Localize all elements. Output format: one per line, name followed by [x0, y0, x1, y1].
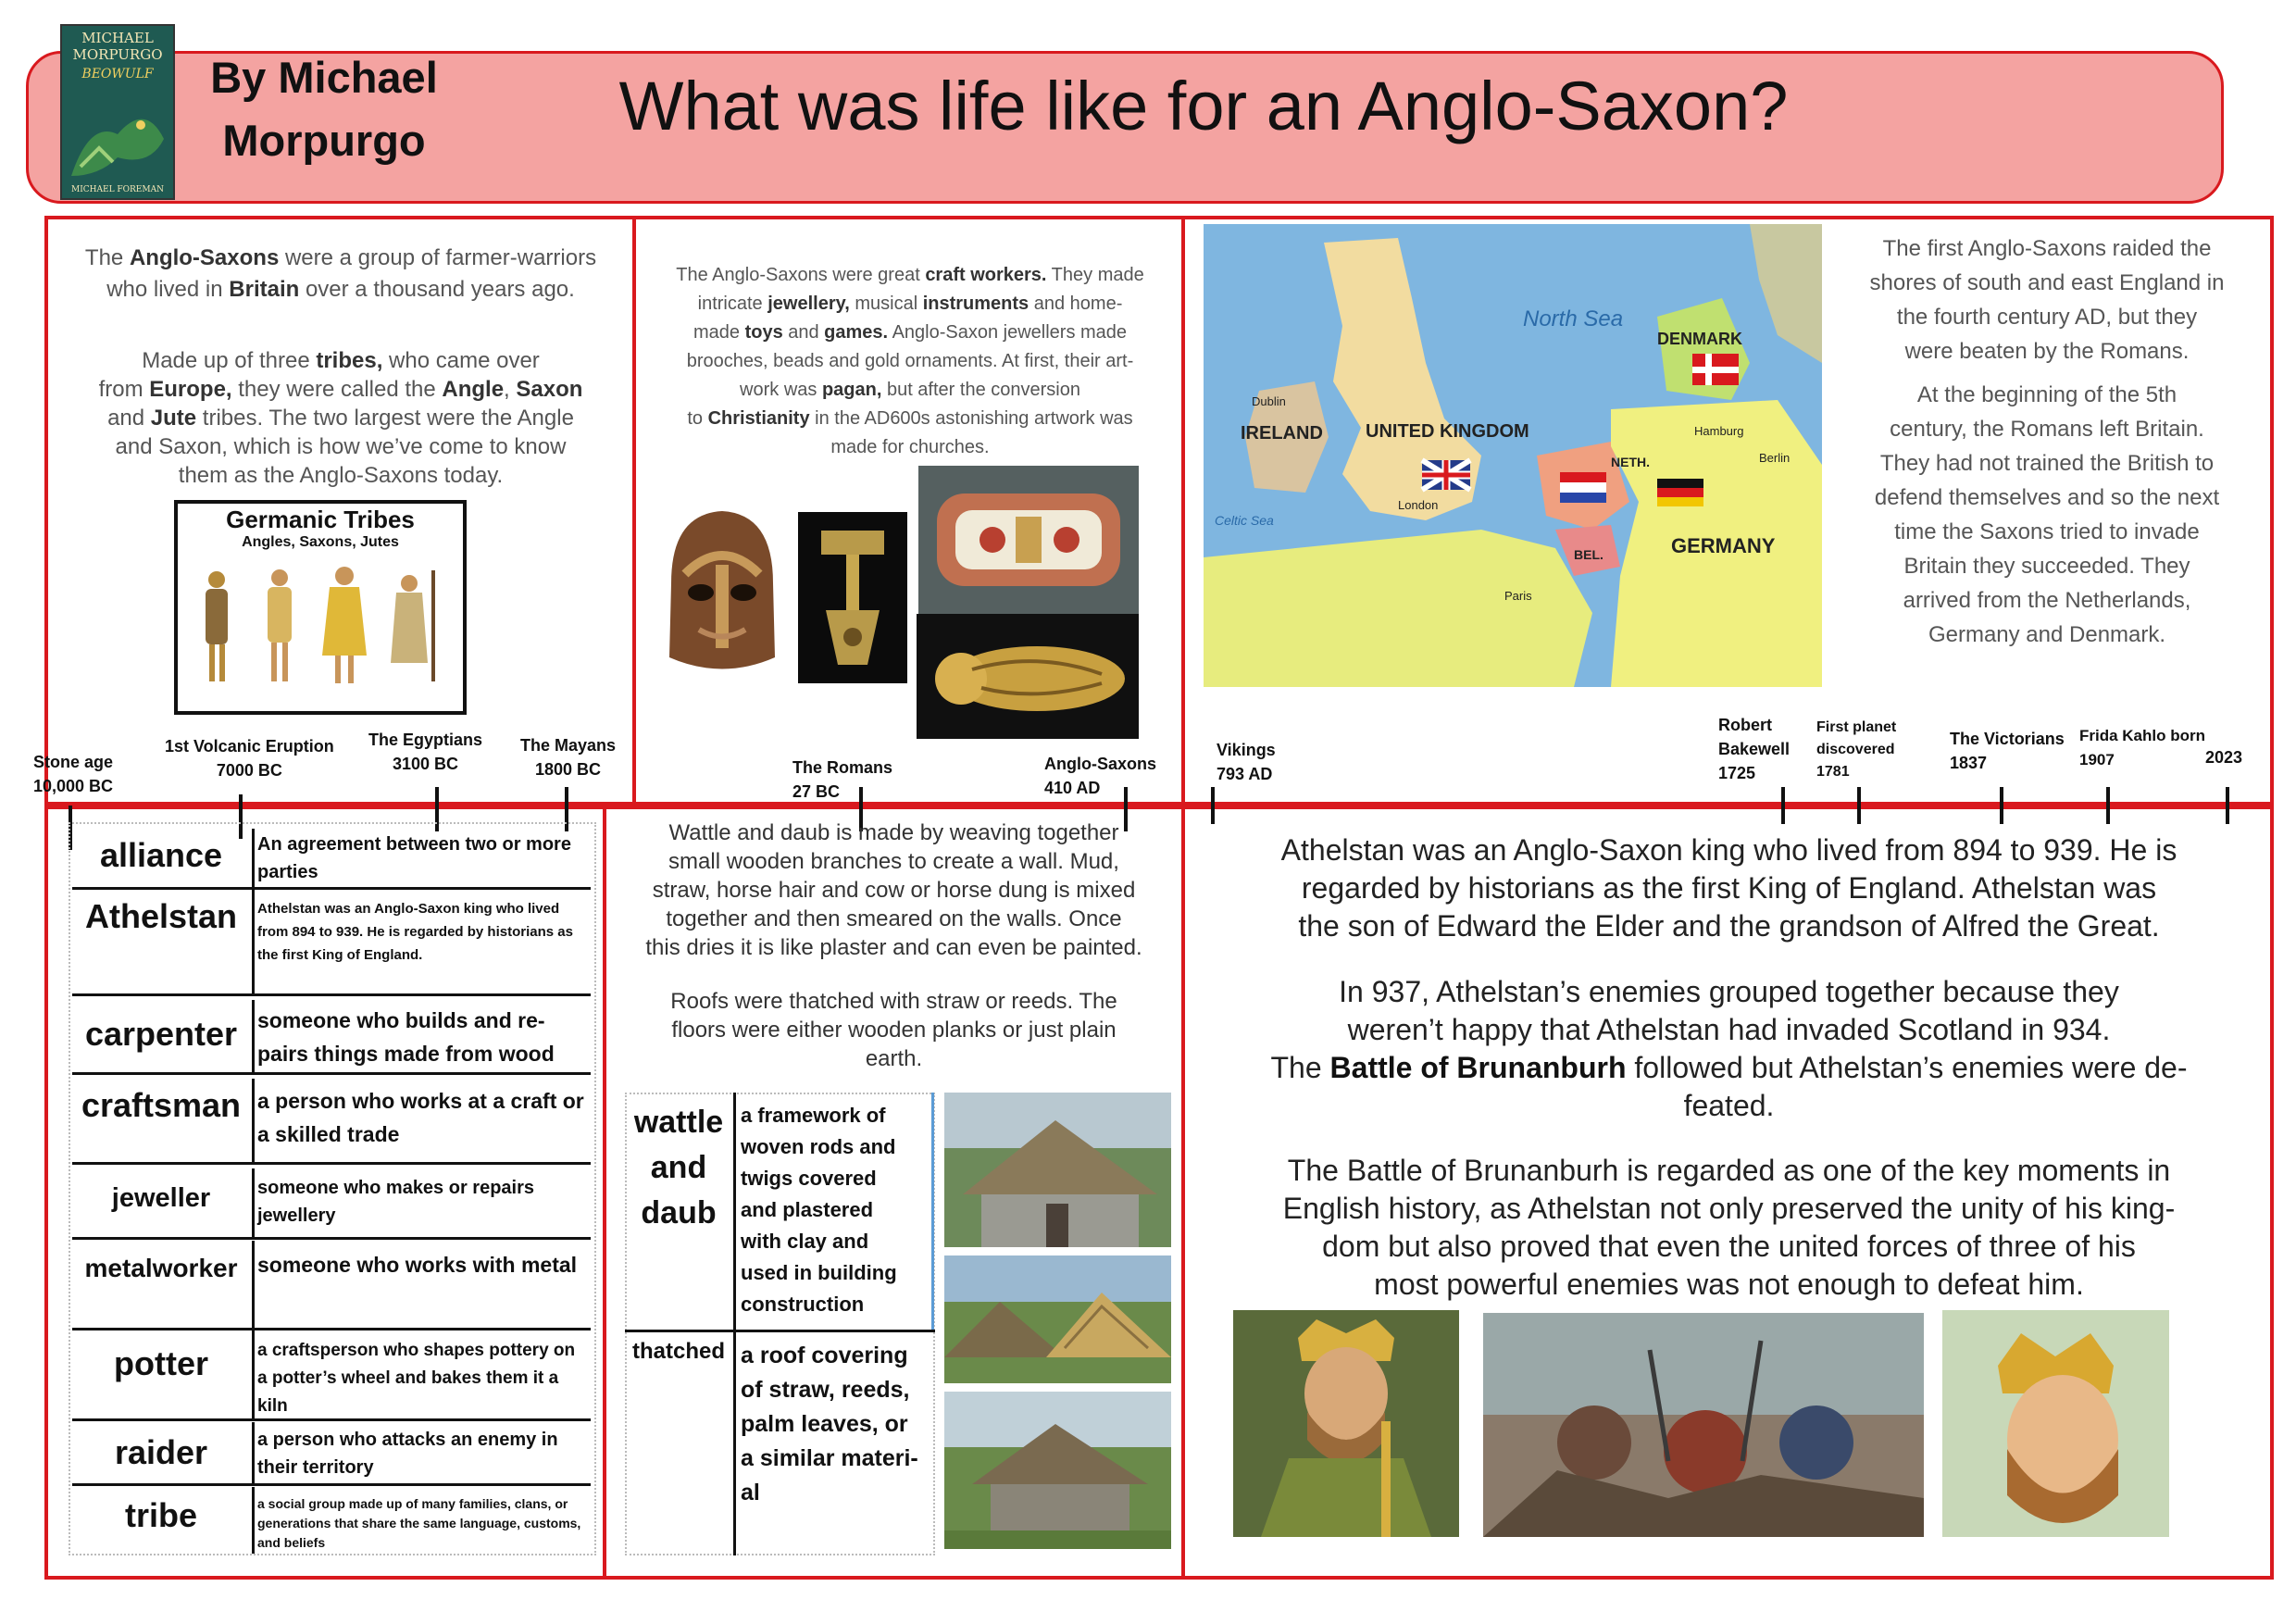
denmark-flag-icon — [1692, 354, 1739, 385]
shoulder-clasp-image — [918, 466, 1139, 614]
vocab-row-tribe — [72, 1487, 591, 1554]
timeline-label-vikings: Vikings 793 AD — [1217, 741, 1276, 783]
vocab-term: tribe — [124, 1496, 197, 1534]
invasion-paragraph-2: At the beginning of the 5th century, the Romans left Britain. They had not trained the British to defend themselves and so the next time the Saxons tried to invade Britain they succeeded. They arrived from the Netherlands, Germany and Denmark. — [1874, 382, 2220, 647]
wattle-daub-paragraph: Wattle and daub is made by weaving together small wooden branches to create a wall. Mud, straw, horse hair and cow or horse dung is mixed together and then smeared on the walls. Once this dries it is like plaster and can even be painted. — [645, 820, 1142, 960]
vocab-definition: someone who builds and re-pairs things made from wood — [257, 1008, 555, 1066]
vocab-row-athelstan — [72, 890, 591, 996]
vocab-term: craftsman — [81, 1086, 242, 1124]
germany-flag-icon — [1657, 479, 1703, 506]
timeline-tick — [2000, 787, 2003, 824]
thatched-hut-photo-2 — [944, 1255, 1171, 1383]
vocab-definition: someone who makes or repairs jewellery — [257, 1178, 535, 1226]
timeline-bar — [44, 802, 2274, 809]
vocab-definition: a social group made up of many families, clans, or generations that share the same language, customs, and beliefs — [257, 1496, 581, 1550]
cover-illustrator: MICHAEL FOREMAN — [71, 185, 164, 194]
timeline-label-stone-age: Stone age 10,000 BC — [33, 753, 114, 795]
vocab-row-craftsman — [72, 1079, 591, 1165]
map-label-denmark: DENMARK — [1657, 330, 1742, 348]
homes-vocab-divider — [733, 1093, 736, 1555]
invasion-paragraph-1: The first Anglo-Saxons raided the shores of south and east England in the fourth century AD, but they were beaten by the Romans. — [1869, 236, 2225, 364]
netherlands-flag-icon — [1560, 472, 1606, 503]
vocab-definition: An agreement between two or more parties — [257, 834, 571, 882]
timeline-label-2023: 2023 — [2205, 748, 2243, 767]
cover-author-last: MORPURGO — [72, 46, 163, 63]
vocab-term-thatched: thatched — [631, 1339, 725, 1364]
vocab-row-potter — [72, 1330, 591, 1421]
timeline-tick — [2106, 787, 2110, 824]
timeline-label-egyptians: The Egyptians 3100 BC — [368, 731, 483, 773]
map-label-london: London — [1398, 498, 1439, 512]
vocab-def-wattle-daub: a framework of woven rods and twigs covered and plastered with clay and used in building construction — [741, 1104, 897, 1316]
byline-line-2: Morpurgo — [222, 116, 426, 165]
tribesmen-illustration-icon — [178, 552, 463, 709]
map-label-ireland: IRELAND — [1241, 423, 1323, 443]
vocab-term: raider — [114, 1433, 208, 1471]
timeline-tick — [1857, 787, 1861, 824]
map-label-dublin: Dublin — [1252, 394, 1286, 408]
homes-vocab-edge — [931, 1093, 934, 1330]
craft-paragraph: The Anglo-Saxons were great craft workers. They made intricate jewellery, musical instruments and home- made toys and games. Anglo-Saxon jewellers made brooches, beads and gold ornaments. At first, their art- work was pagan, but after the conversion to Christianity in the AD600s astonishing artwork was made for churches. — [676, 265, 1144, 457]
tribes-title: Germanic Tribes — [226, 506, 415, 533]
thatched-hut-photo-1 — [944, 1093, 1171, 1247]
cover-author-first: MICHAEL — [81, 30, 154, 46]
vocab-definition: a person who works at a craft or a skilled trade — [257, 1089, 584, 1146]
timeline-label-anglo-saxons: Anglo-Saxons 410 AD — [1044, 755, 1157, 797]
vocab-row-jeweller — [72, 1168, 591, 1240]
sutton-hoo-helmet-image — [653, 500, 792, 685]
timeline-label-volcanic-eruption: 1st Volcanic Eruption 7000 BC — [165, 737, 334, 780]
athelstan-paragraph-3: The Battle of Brunanburh is regarded as one of the key moments in English history, as Athelstan not only preserved the unity of his king- dom but also proved that even the united forces of three of his most powerful enemies was not enough to defeat him. — [1282, 1154, 2176, 1301]
athelstan-crowned-portrait — [1942, 1310, 2169, 1537]
map-label-north-sea: North Sea — [1523, 306, 1624, 331]
map-label-berlin: Berlin — [1759, 451, 1791, 465]
vocab-term: carpenter — [84, 1015, 238, 1053]
timeline-tick — [1781, 787, 1785, 824]
map-label-hamburg: Hamburg — [1694, 424, 1744, 438]
timeline-label-frida-kahlo: Frida Kahlo born 1907 — [2079, 727, 2205, 768]
timeline-label-victorians: The Victorians 1837 — [1950, 730, 2065, 772]
vocab-term: potter — [114, 1344, 208, 1382]
timeline-tick — [2226, 787, 2229, 824]
timeline-label-robert-bakewell: Robert Bakewell 1725 — [1718, 716, 1791, 782]
dragon-illustration-icon — [62, 83, 173, 185]
byline-line-1: By Michael — [210, 53, 438, 102]
map-label-bel: BEL. — [1574, 547, 1603, 562]
gold-belt-buckle-image — [917, 614, 1139, 739]
athelstan-paragraph-2: In 937, Athelstan’s enemies grouped together because they weren’t happy that Athelstan had invaded Scotland in 934. The Battle of Brunanburh followed but Athelstan’s enemies were de- feated. — [1270, 975, 2188, 1122]
timeline-label-mayans: The Mayans 1800 BC — [520, 736, 617, 779]
cover-book-title: BEOWULF — [81, 67, 154, 81]
map-label-paris: Paris — [1504, 589, 1532, 603]
athelstan-statue-image — [1233, 1310, 1459, 1537]
beowulf-book-cover — [60, 24, 175, 200]
map-label-celtic-sea: Celtic Sea — [1215, 513, 1274, 528]
timeline-tick — [1211, 787, 1215, 824]
vocab-term: jeweller — [111, 1183, 211, 1213]
gilt-brooch-image — [798, 512, 907, 683]
vocab-definition: a person who attacks an enemy in their territory — [257, 1430, 558, 1478]
vocab-definition: a craftsperson who shapes pottery on a potter’s wheel and bakes them it a kiln — [257, 1341, 576, 1416]
timeline-label-first-planet: First planet discovered 1781 — [1816, 719, 1897, 780]
uk-flag-icon — [1422, 460, 1470, 490]
vocab-term: metalworker — [84, 1254, 238, 1282]
intro-paragraph-2: Made up of three tribes, who came over from Europe, they were called the Angle, Saxon and Jute tribes. The two largest were the Angle and Saxon, which is how we’ve come to know them as the Anglo-Saxons today. — [98, 348, 583, 488]
intro-paragraph-1: The Anglo-Saxons were a group of farmer-warriors who lived in Britain over a thousand years ago. — [84, 245, 597, 302]
tribes-subtitle: Angles, Saxons, Jutes — [242, 534, 399, 550]
vocab-row-raider — [72, 1422, 591, 1486]
thatched-hut-photo-3 — [944, 1392, 1171, 1549]
vocab-definition: someone who works with metal — [257, 1253, 578, 1277]
vocab-def-thatched: a roof covering of straw, reeds, palm leaves, or a similar materi- al — [741, 1343, 918, 1505]
page-title: What was life like for an Anglo-Saxon? — [618, 68, 1789, 144]
vocab-row-carpenter — [72, 1000, 591, 1075]
vocab-row-metalworker — [72, 1241, 591, 1330]
timeline-label-romans: The Romans 27 BC — [792, 758, 893, 801]
roofs-paragraph: Roofs were thatched with straw or reeds. The floors were either wooden planks or just plain earth. — [670, 989, 1117, 1071]
battle-of-brunanburh-painting — [1483, 1313, 1924, 1537]
vocab-definition: Athelstan was an Anglo-Saxon king who lived from 894 to 939. He is regarded by historians as the first King of England. — [257, 901, 573, 963]
vocab-term: alliance — [99, 836, 223, 874]
athelstan-paragraph-1: Athelstan was an Anglo-Saxon king who lived from 894 to 939. He is regarded by historians as the first King of England. Athelstan was the son of Edward the Elder and the grandson of Alfred the Great. — [1280, 833, 2177, 943]
europe-map — [1204, 224, 1822, 687]
author-byline — [194, 46, 454, 172]
homes-vocab-row-divider — [625, 1330, 935, 1332]
vocab-row-alliance — [72, 829, 591, 890]
germanic-tribes-box — [174, 500, 467, 715]
vocab-term-wattle-daub: wattle and daub — [633, 1105, 724, 1230]
map-label-neth: NETH. — [1611, 455, 1650, 469]
map-label-germany: GERMANY — [1671, 534, 1776, 557]
vocab-term: Athelstan — [84, 897, 238, 935]
map-label-uk: UNITED KINGDOM — [1366, 421, 1529, 442]
